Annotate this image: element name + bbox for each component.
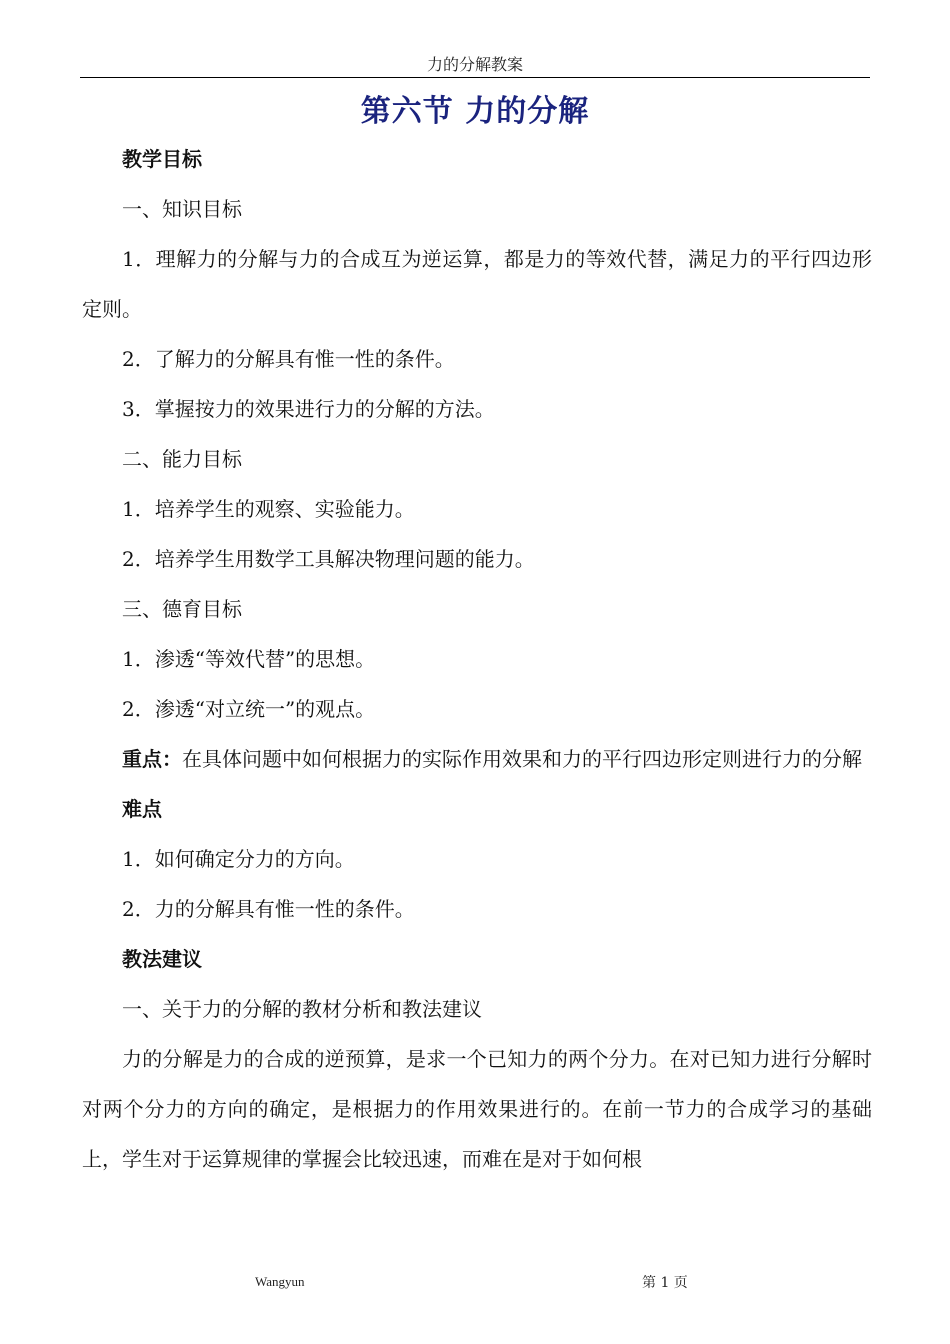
knowledge-item-2: 2．了解力的分解具有惟一性的条件。 (122, 347, 455, 371)
ability-item-1: 1．培养学生的观察、实验能力。 (122, 497, 415, 521)
header-rule (80, 77, 870, 78)
difficulty-item-1: 1．如何确定分力的方向。 (122, 847, 355, 871)
moral-item-1: 1．渗透“等效代替”的思想。 (122, 647, 376, 671)
document-body (82, 134, 872, 1184)
knowledge-item-3: 3．掌握按力的效果进行力的分解的方法。 (122, 397, 495, 421)
difficulty-heading: 难点 (122, 797, 162, 821)
difficulty-item-2: 2．力的分解具有惟一性的条件。 (122, 897, 415, 921)
method-paragraph: 力的分解是力的合成的逆预算，是求一个已知力的两个分力。在对已知力进行分解时对两个分力的方向的确定，是根据力的作用效果进行的。在前一节力的合成学习的基础上，学生对于运算规律的掌握会比较迅速，而难在是对于如何根 (82, 1047, 872, 1171)
knowledge-item-1: 1．理解力的分解与力的合成互为逆运算，都是力的等效代替，满足力的平行四边形定则。 (82, 247, 872, 321)
ability-item-2: 2．培养学生用数学工具解决物理问题的能力。 (122, 547, 535, 571)
moral-heading: 三、德育目标 (122, 597, 242, 621)
page-title: 第六节 力的分解 (360, 94, 590, 129)
ability-heading: 二、能力目标 (122, 447, 242, 471)
method-subheading: 一、关于力的分解的教材分析和教法建议 (122, 997, 482, 1021)
footer-page-number: 第 1 页 (642, 1275, 688, 1291)
method-heading: 教法建议 (122, 947, 202, 971)
key-point-text: 在具体问题中如何根据力的实际作用效果和力的平行四边形定则进行力的分解 (182, 747, 862, 771)
moral-item-2: 2．渗透“对立统一”的观点。 (122, 697, 376, 721)
footer-author: Wangyun (255, 1274, 305, 1289)
knowledge-heading: 一、知识目标 (122, 197, 242, 221)
goals-heading: 教学目标 (122, 147, 202, 171)
key-point-paragraph (82, 734, 872, 784)
running-header: 力的分解教案 (426, 55, 523, 74)
key-point-label: 重点： (122, 747, 182, 771)
